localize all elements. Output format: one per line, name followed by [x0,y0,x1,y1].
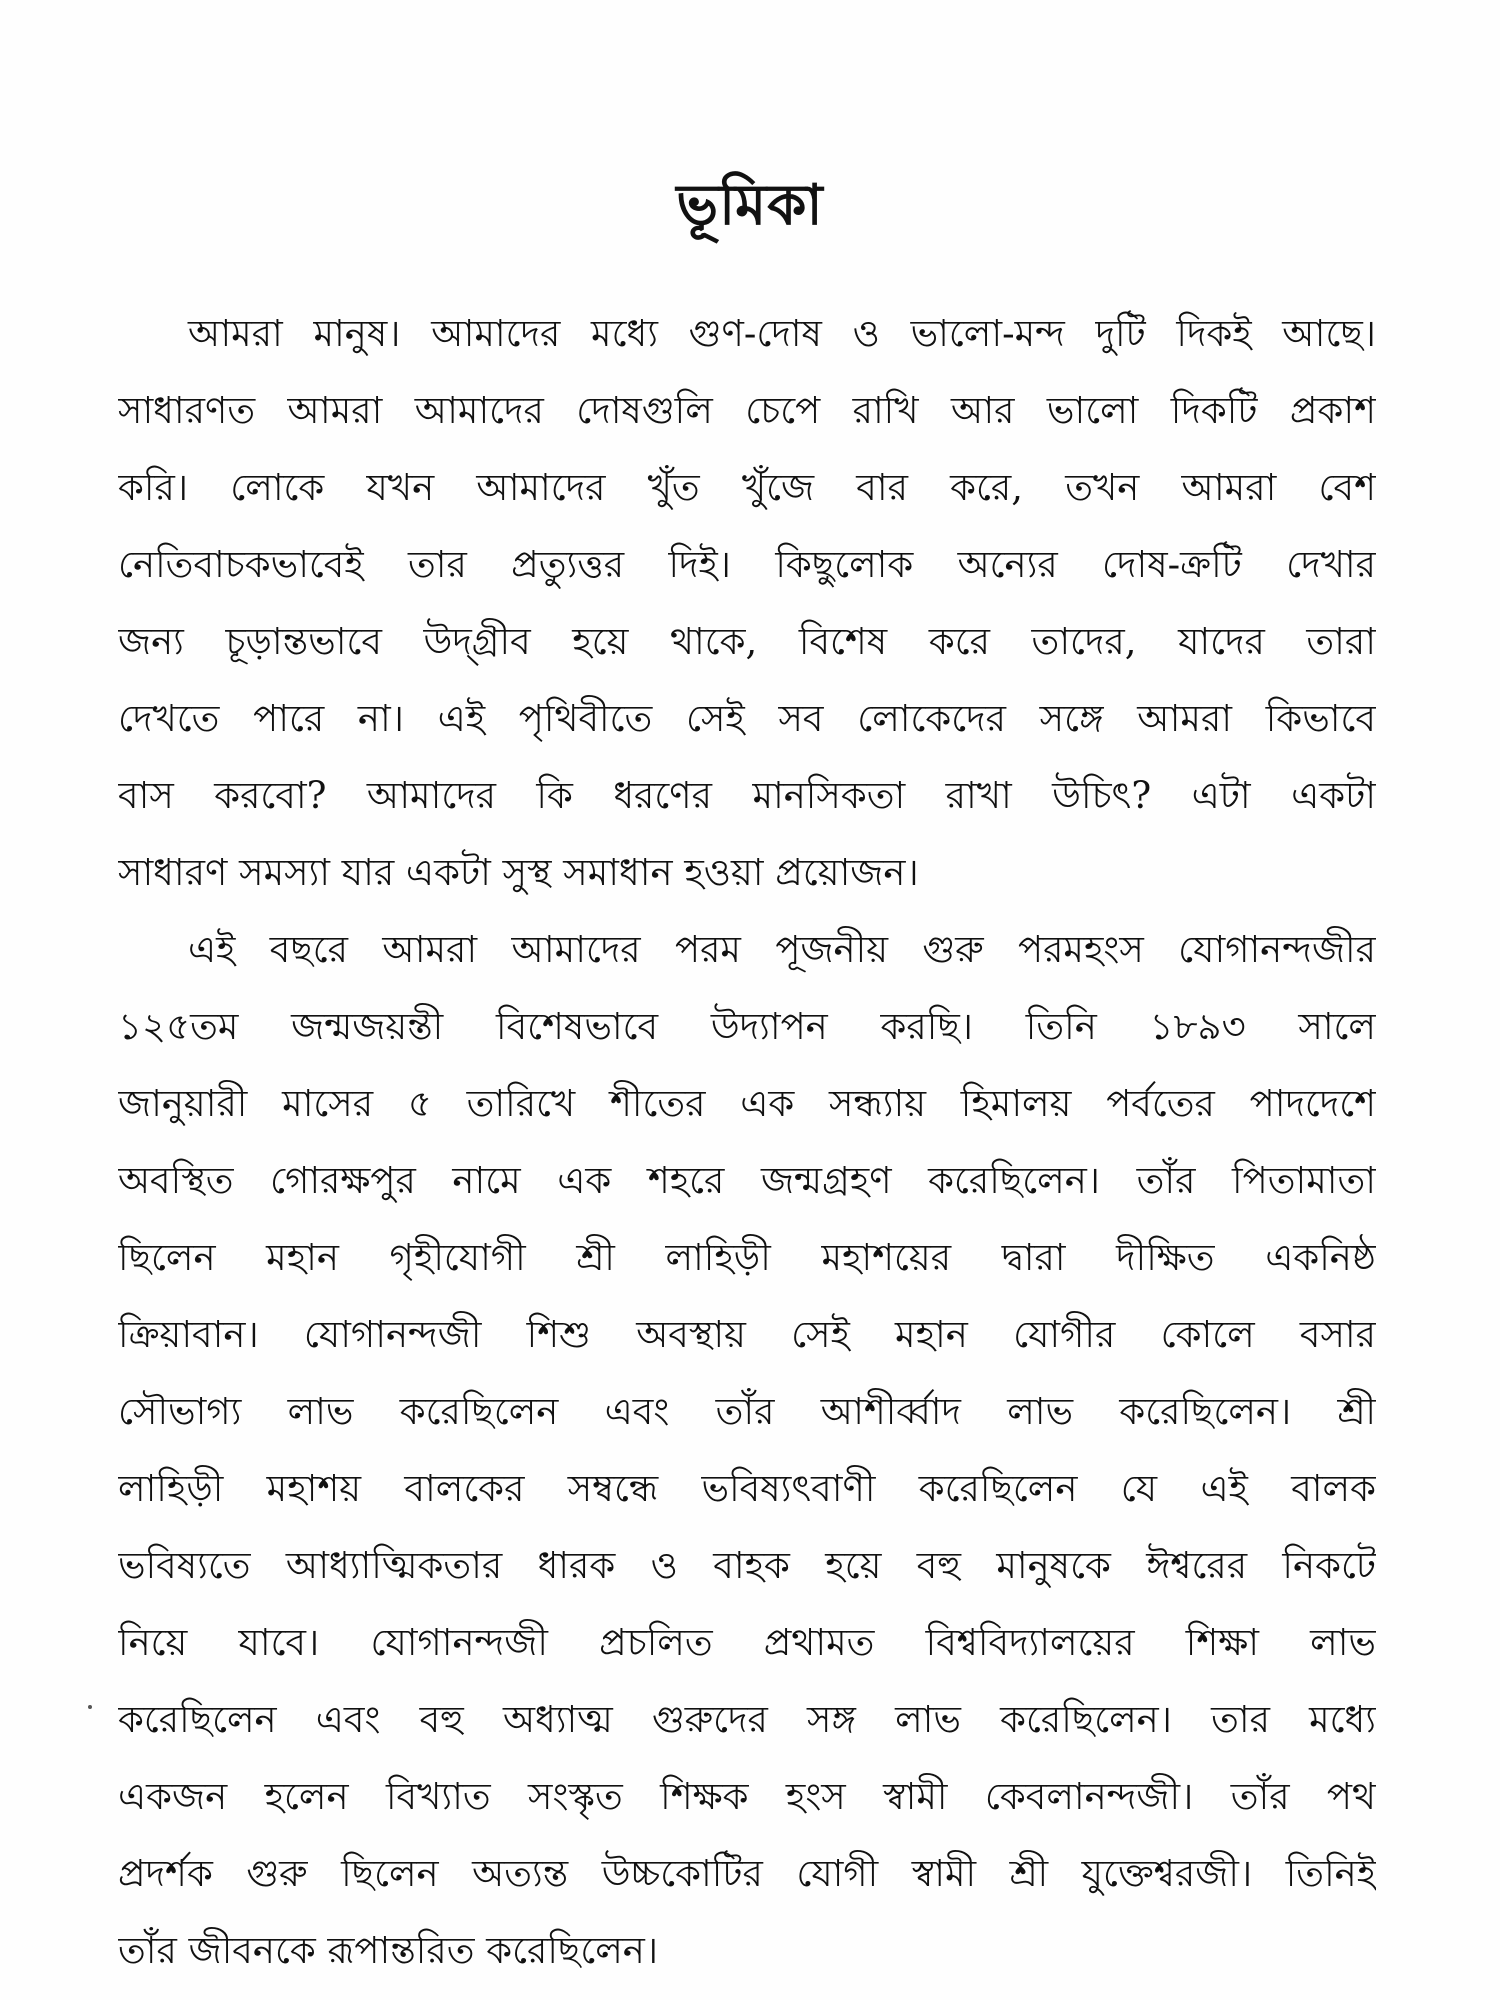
text-line: জানুয়ারী মাসের ৫ তারিখে শীতের এক সন্ধ্যায় হিমালয় পর্বতের পাদদেশে [118,1082,1376,1125]
page-title: ভূমিকা [676,172,824,238]
text-line: আমরা মানুষ। আমাদের মধ্যে গুণ-দোষ ও ভালো-মন্দ দুটি দিকই আছে। [188,312,1376,355]
text-line: ক্রিয়াবান। যোগানন্দজী শিশু অবস্থায় সেই মহান যোগীর কোলে বসার [118,1313,1376,1356]
text-line: করেছিলেন এবং বহু অধ্যাত্ম গুরুদের সঙ্গ লাভ করেছিলেন। তার মধ্যে [118,1698,1376,1741]
text-line: জন্য চূড়ান্তভাবে উদ্গ্রীব হয়ে থাকে, বিশেষ করে তাদের, যাদের তারা [118,620,1376,663]
text-line: বাস করবো? আমাদের কি ধরণের মানসিকতা রাখা উচিৎ? এটা একটা [118,774,1376,817]
text-line: নিয়ে যাবে। যোগানন্দজী প্রচলিত প্রথামত বিশ্ববিদ্যালয়ের শিক্ষা লাভ [118,1621,1376,1664]
text-line: সৌভাগ্য লাভ করেছিলেন এবং তাঁর আশীর্ব্বাদ লাভ করেছিলেন। শ্রী [118,1390,1376,1433]
text-line: সাধারণ সমস্যা যার একটা সুস্থ সমাধান হওয়া প্রয়োজন। [118,851,919,894]
text-line: নেতিবাচকভাবেই তার প্রত্যুত্তর দিই। কিছুলোক অন্যের দোষ-ক্রটি দেখার [118,543,1376,586]
text-line: তাঁর জীবনকে রূপান্তরিত করেছিলেন। [118,1929,659,1972]
text-line: এই বছরে আমরা আমাদের পরম পূজনীয় গুরু পরমহংস যোগানন্দজীর [188,928,1376,971]
text-line: ভবিষ্যতে আধ্যাত্মিকতার ধারক ও বাহক হয়ে বহু মানুষকে ঈশ্বরের নিকটে [118,1544,1376,1587]
text-line: ছিলেন মহান গৃহীযোগী শ্রী লাহিড়ী মহাশয়ের দ্বারা দীক্ষিত একনিষ্ঠ [118,1236,1376,1279]
scan-speck [88,1705,92,1709]
text-line: প্রদর্শক গুরু ছিলেন অত্যন্ত উচ্চকোটির যোগী স্বামী শ্রী যুক্তেশ্বরজী। তিনিই [118,1852,1376,1895]
text-line: সাধারণত আমরা আমাদের দোষগুলি চেপে রাখি আর ভালো দিকটি প্রকাশ [118,389,1376,432]
body-text [118,295,1376,1989]
text-line: ১২৫তম জন্মজয়ন্তী বিশেষভাবে উদ্যাপন করছি। তিনি ১৮৯৩ সালে [118,1005,1376,1048]
text-line: একজন হলেন বিখ্যাত সংস্কৃত শিক্ষক হংস স্বামী কেবলানন্দজী। তাঁর পথ [118,1775,1376,1818]
text-line: লাহিড়ী মহাশয় বালকের সম্বন্ধে ভবিষ্যৎবাণী করেছিলেন যে এই বালক [118,1467,1376,1510]
text-line: অবস্থিত গোরক্ষপুর নামে এক শহরে জন্মগ্রহণ করেছিলেন। তাঁর পিতামাতা [118,1159,1376,1202]
text-line: দেখতে পারে না। এই পৃথিবীতে সেই সব লোকেদের সঙ্গে আমরা কিভাবে [118,697,1376,740]
text-line: করি। লোকে যখন আমাদের খুঁত খুঁজে বার করে, তখন আমরা বেশ [118,466,1376,509]
